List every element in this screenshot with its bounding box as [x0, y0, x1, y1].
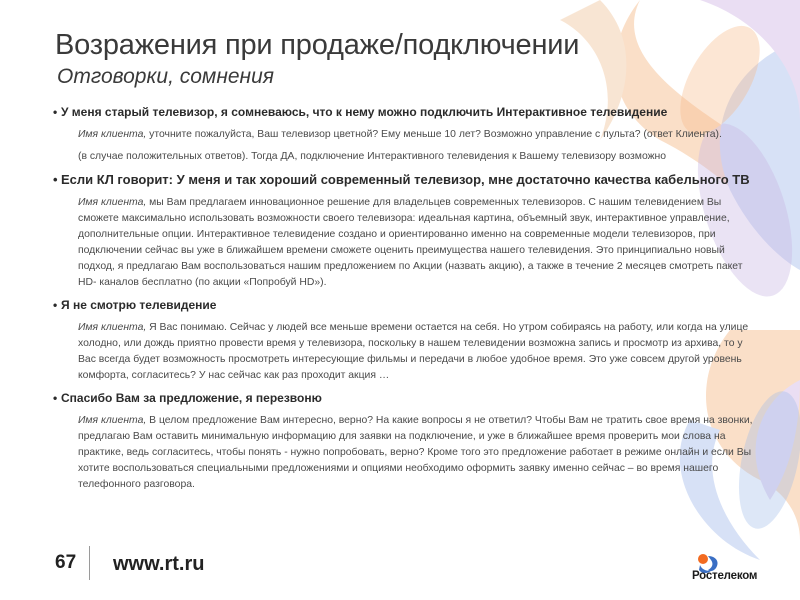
response-paragraph	[78, 127, 762, 143]
slide-number: 67	[55, 552, 77, 573]
client-name-placeholder: Имя клиента,	[78, 129, 147, 140]
rostelecom-logo	[688, 552, 794, 588]
response-paragraph	[78, 320, 762, 384]
objection-item	[40, 104, 762, 165]
objection-item	[40, 171, 762, 291]
slide-title: Возражения при продаже/подключении	[55, 29, 580, 61]
client-name-placeholder: Имя клиента,	[78, 322, 147, 333]
logo-text: Ростелеком	[692, 570, 758, 582]
response-text: уточните пожалуйста, Ваш телевизор цветной? Ему меньше 10 лет? Возможно управление с пульта? (ответ Клиента).	[146, 129, 722, 140]
objection-item	[40, 390, 762, 493]
response-paragraph	[78, 195, 762, 291]
client-name-placeholder: Имя клиента,	[78, 197, 147, 208]
response-text: Я Вас понимаю. Сейчас у людей все меньше времени остается на себя. Но утром собираясь на работу, или когда на улице холодно, или дождь приятно провести время у телевизора, поскольку в нашем телевидении возможна запись и просмотр из архива, то у Вас всегда будет возможность просмотреть интересующие фильмы и передачи в любое удобное время. Это уже совсем другой уровень комфорта, согласитесь? У нас сейчас как раз проходит акция …	[78, 322, 749, 381]
response-paragraph	[78, 413, 762, 493]
website-link[interactable]: www.rt.ru	[113, 553, 205, 575]
slide-subtitle: Отговорки, сомнения	[57, 65, 275, 88]
objection-item	[40, 297, 762, 384]
client-name-placeholder: Имя клиента,	[78, 415, 147, 426]
objections-list	[40, 104, 762, 493]
objection-heading: • Я не смотрю телевидение	[40, 297, 762, 314]
response-paragraph	[78, 149, 762, 165]
response-text: мы Вам предлагаем инновационное решение для владельцев современных телевизоров. С нашим телевидением Вы сможете максимально использовать возможности своего телевизора: идеальная картина, объемный звук, интерактивное управление, дополнительные опции. Интерактивное телевидение создано и ориентированно именно на современные модели телевизоров, при подключении сейчас вы уже в ближайшем времени сможете оценить преимущества нашего телевидения. Это принципиально новый подход, я предлагаю Вам воспользоваться нашим предложением по Акции (назвать акцию), а также в течение 2 месяцев смотреть пакет HD- каналов бесплатно (по акции «Попробуй HD»).	[78, 197, 743, 288]
footer-divider	[89, 546, 90, 580]
objection-heading: • У меня старый телевизор, я сомневаюсь, что к нему можно подключить Интерактивное телевидение	[40, 104, 762, 121]
response-text: В целом предложение Вам интересно, верно? На какие вопросы я не ответил? Чтобы Вам не тратить свое время на звонки, предлагаю Вам оставить минимальную информацию для заявки на подключение, и уже в ближайшее время проверить мои слова на практике, ведь согласитесь, чтобы понять - нужно попробовать, верно? Кроме того это предложение работает в режиме онлайн и если Вы хотите воспользоваться специальными предложениями и опциями необходимо оформить заявку именно сейчас – во время нашего телефонного разговора.	[78, 415, 753, 490]
response-text: (в случае положительных ответов). Тогда ДА, подключение Интерактивного телевидения к Вашему телевизору возможно	[78, 151, 667, 162]
objection-heading: • Спасибо Вам за предложение, я перезвоню	[40, 390, 762, 407]
objection-heading: • Если КЛ говорит: У меня и так хороший современный телевизор, мне достаточно качества кабельного ТВ	[40, 171, 762, 189]
